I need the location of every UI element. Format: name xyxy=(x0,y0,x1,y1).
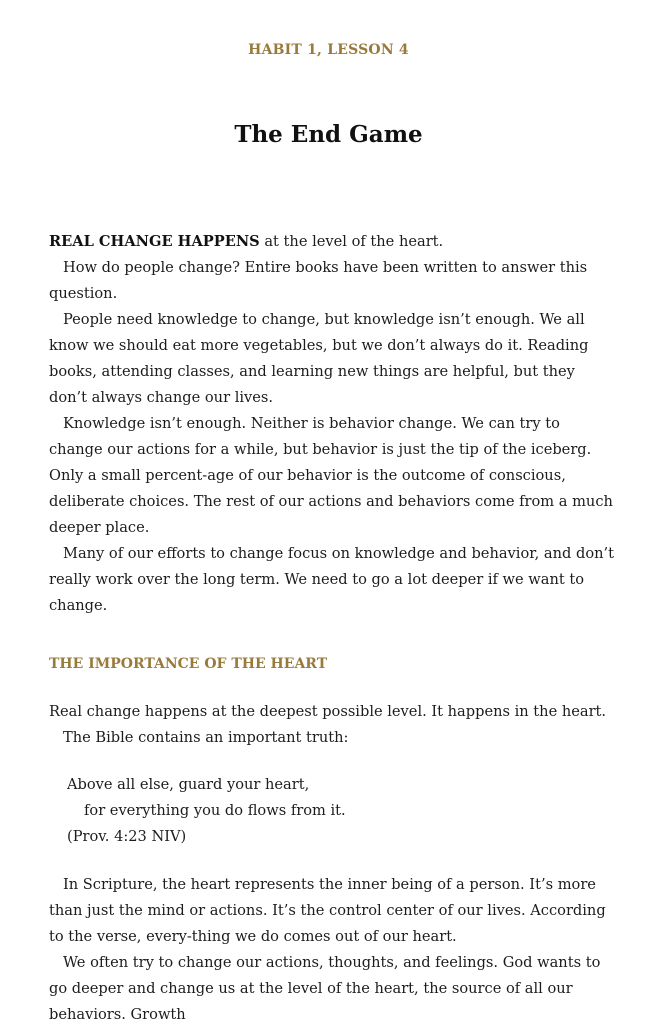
intro-paragraph: How do people change? Entire books have been written to answer this question. xyxy=(49,259,588,302)
spacer xyxy=(49,751,614,772)
scripture-quote xyxy=(49,772,614,850)
intro-paragraph: Many of our efforts to change focus on knowledge and behavior, and don’t really work over the long term. We need to go a lot deeper if we want to change. xyxy=(49,545,615,614)
section-paragraph: We often try to change our actions, thoughts, and feelings. God wants to go deeper and change us at the level of the heart, the source of all our behaviors. Growth xyxy=(49,954,601,1023)
section-paragraph: Real change happens at the deepest possible level. It happens in the heart. xyxy=(49,703,607,720)
section-paragraph: In Scripture, the heart represents the inner being of a person. It’s more than just the mind or actions. It’s the control center of our lives. According to the verse, every-thing we do comes out of our heart. xyxy=(49,876,606,945)
quote-line: Above all else, guard your heart, xyxy=(67,776,310,793)
intro-paragraph: People need knowledge to change, but knowledge isn’t enough. We all know we should eat more vegetables, but we don’t always do it. Reading books, attending classes, and learning new things are helpful, but they don’t always change our lives. xyxy=(49,311,589,406)
lead-caps: REAL CHANGE HAPPENS xyxy=(49,233,260,250)
quote-line: for everything you do flows from it. xyxy=(84,802,346,819)
lead-rest: at the level of the heart. xyxy=(259,233,444,250)
spacer xyxy=(49,850,614,872)
spacer xyxy=(49,619,614,651)
page-title: The End Game xyxy=(234,121,423,148)
intro-lead-paragraph xyxy=(49,229,614,255)
section-paragraph: The Bible contains an important truth: xyxy=(63,729,349,746)
body-text xyxy=(49,229,614,1028)
section-heading: THE IMPORTANCE OF THE HEART xyxy=(49,656,328,672)
quote-citation: (Prov. 4:23 NIV) xyxy=(67,828,187,845)
lesson-kicker: HABIT 1, LESSON 4 xyxy=(248,42,409,58)
intro-paragraph: Knowledge isn’t enough. Neither is behavior change. We can try to change our actions for a while, but behavior is just the tip of the iceberg. Only a small percent-age of our behavior is the outcome of conscious, deliberate choices. The rest of our actions and behaviors come from a much deeper place. xyxy=(49,415,613,536)
spacer xyxy=(49,677,614,699)
